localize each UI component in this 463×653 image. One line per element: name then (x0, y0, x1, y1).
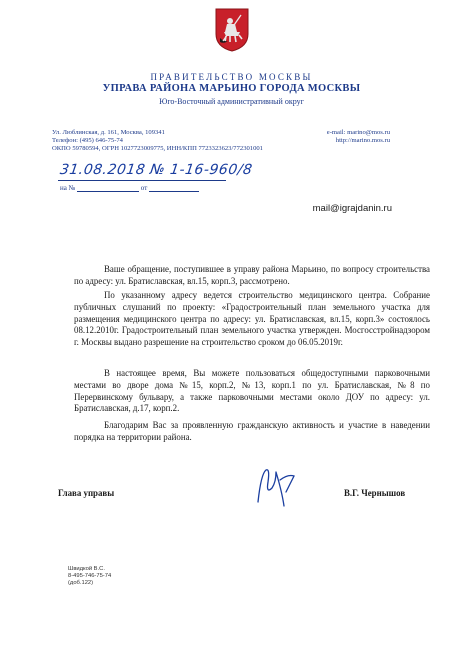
registration-codes: ОКПО 59780594, ОГРН 1027723009775, ИНН/КПП 7723323623/772301001 (52, 145, 263, 152)
handwritten-date-number: 31.08.2018 № 1-16-960/8 (58, 162, 254, 178)
date-underline (58, 180, 226, 181)
sender-website: http://marino.mos.ru (335, 137, 390, 144)
handwritten-signature (254, 462, 300, 512)
executor-name: Швидкой В.С. (68, 566, 105, 572)
sender-address: Ул. Люблинская, д. 161, Москва, 109341 (52, 129, 165, 136)
signatory-name: В.Г. Чернышов (344, 488, 406, 498)
executor-extension: (доб.122) (68, 580, 94, 586)
signatory-title: Глава управы (58, 488, 115, 498)
sender-email: e-mail: marino@mos.ru (326, 129, 390, 136)
recipient-email: mail@igrajdanin.ru (312, 203, 392, 214)
department-title: УПРАВА РАЙОНА МАРЬИНО ГОРОДА МОСКВЫ (102, 83, 361, 94)
executor-phone: 8-495-746-75-74 (68, 573, 112, 579)
from-label: от (140, 184, 148, 192)
on-number-blank (77, 183, 139, 192)
from-date-blank (149, 183, 199, 192)
sender-phone: Телефон: (495) 646-75-74 (52, 137, 123, 144)
paragraph-2: По указанному адресу ведется строительство медицинского центра. Собрание публичных слушаний по проекту: «Градостроительный план земельного участка для размещения медицинского центра по адресу: ул. Братиславская, вл.15, корп.3» состоялось 08.12.2010г. Градостроительный план земельного участка утвержден. Мосгосстройнадзором г. Москвы выдано разрешение на строительство сроком до 06.05.2019г. (74, 290, 430, 348)
district-subtitle: Юго-Восточный административный округ (159, 97, 304, 106)
paragraph-4: Благодарим Вас за проявленную гражданскую активность и участие в наведении порядка на территории района. (74, 420, 430, 442)
government-heading: ПРАВИТЕЛЬСТВО МОСКВЫ (150, 72, 313, 82)
paragraph-3: В настоящее время, Вы можете пользоваться общедоступными парковочными местами во дворе дома №15, корп.2, №13, корп.1 по ул. Братиславская, №8 по Перервинскому бульвару, а также парковочными местами около ДОУ по адресу: ул. Братиславская, д.17, корп.2. (74, 368, 430, 414)
on-number-label: на № (60, 184, 76, 192)
paragraph-1: Ваше обращение, поступившее в управу района Марьино, по вопросу строительства по адресу: ул. Братиславская, вл.15, корп.3, рассмотрено. (74, 264, 430, 286)
reference-row (60, 183, 199, 192)
moscow-coat-of-arms-icon (215, 8, 249, 52)
